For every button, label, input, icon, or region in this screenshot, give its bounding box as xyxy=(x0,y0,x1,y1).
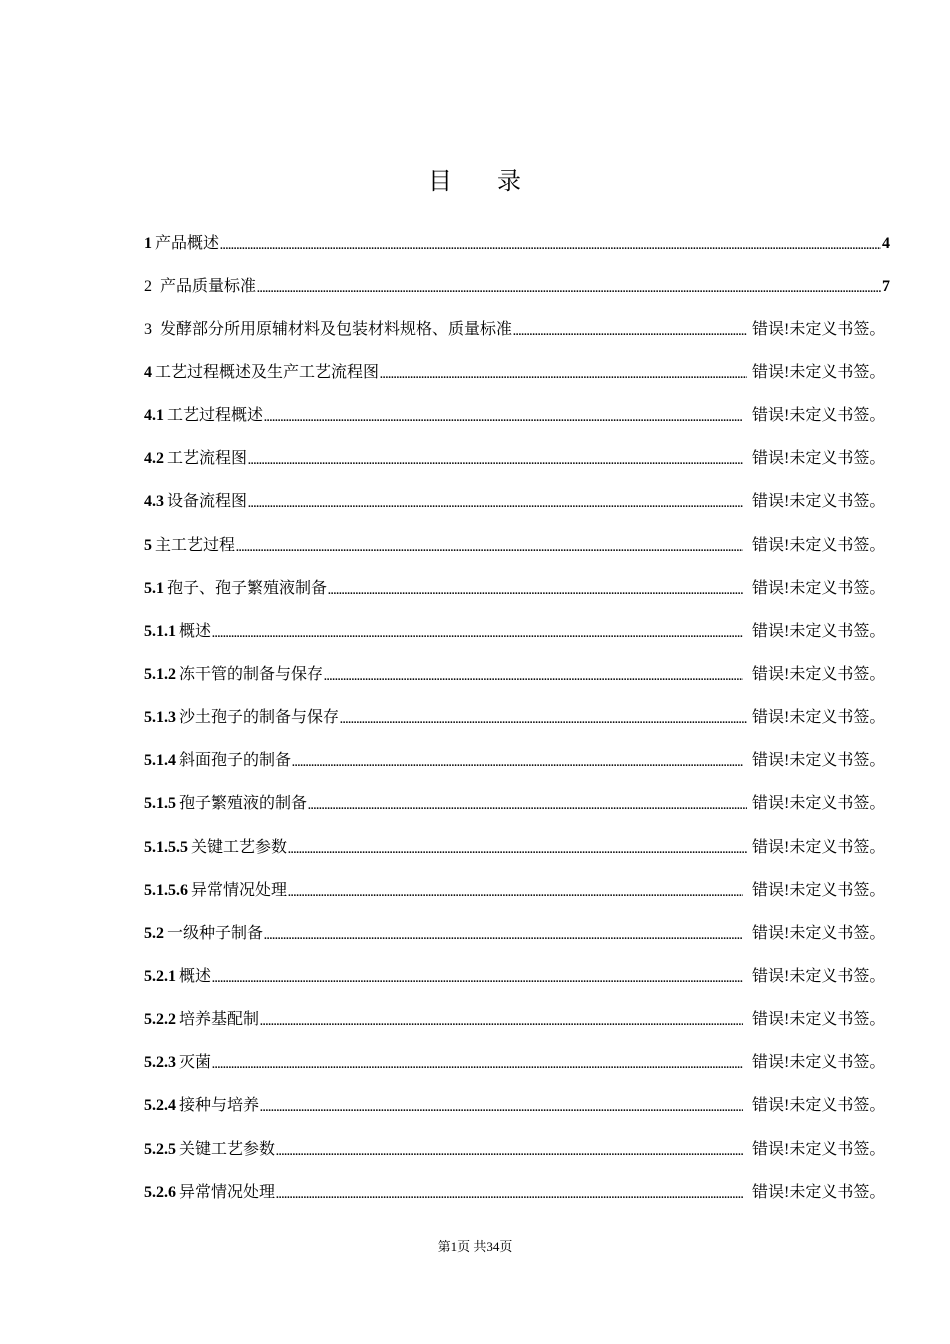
toc-entry-error: 错误!未定义书签。 xyxy=(752,665,886,683)
toc-entry[interactable] xyxy=(144,308,890,351)
toc-entry[interactable] xyxy=(144,1171,890,1214)
toc-entry-title: 冻干管的制备与保存 xyxy=(179,665,324,683)
toc-entry-title: 孢子、孢子繁殖液制备 xyxy=(167,579,328,597)
toc-entry-title: 概述 xyxy=(179,622,212,640)
toc-entry-error: 错误!未定义书签。 xyxy=(752,1140,886,1158)
toc-entry-error: 错误!未定义书签。 xyxy=(752,924,886,942)
toc-leader-dots xyxy=(513,321,747,339)
table-of-contents xyxy=(144,222,890,1214)
toc-entry-title: 工艺过程概述 xyxy=(167,407,264,425)
toc-leader-dots xyxy=(220,235,881,253)
toc-entry-number: 5.2.3 xyxy=(144,1054,176,1072)
toc-entry-number: 5.2 xyxy=(144,924,164,942)
toc-entry-title: 概述 xyxy=(179,967,212,985)
toc-entry-title: 主工艺过程 xyxy=(155,536,236,554)
toc-entry-error: 错误!未定义书签。 xyxy=(752,709,886,727)
toc-entry-error: 错误!未定义书签。 xyxy=(752,1183,886,1201)
toc-leader-dots xyxy=(260,1011,743,1029)
toc-entry-error: 错误!未定义书签。 xyxy=(752,1054,886,1072)
toc-leader-dots xyxy=(292,752,743,770)
toc-leader-dots xyxy=(257,278,881,296)
toc-entry-number: 5.2.1 xyxy=(144,967,176,985)
toc-entry-error: 错误!未定义书签。 xyxy=(752,881,886,899)
toc-entry[interactable] xyxy=(144,438,890,481)
toc-entry-error: 错误!未定义书签。 xyxy=(752,1097,886,1115)
toc-entry[interactable] xyxy=(144,653,890,696)
toc-entry-number: 2 xyxy=(144,277,152,295)
toc-entry-number: 5.1.1 xyxy=(144,622,176,640)
toc-entry-number: 4.1 xyxy=(144,407,164,425)
toc-entry-error: 错误!未定义书签。 xyxy=(752,320,886,338)
toc-entry-number: 5.2.2 xyxy=(144,1011,176,1029)
toc-entry-title: 产品概述 xyxy=(155,234,220,252)
toc-entry-title: 设备流程图 xyxy=(167,493,248,511)
toc-entry-page: 7 xyxy=(882,277,890,295)
toc-entry[interactable] xyxy=(144,1128,890,1171)
toc-leader-dots xyxy=(264,925,743,943)
toc-entry[interactable] xyxy=(144,395,890,438)
toc-entry-error: 错误!未定义书签。 xyxy=(752,579,886,597)
toc-leader-dots xyxy=(380,364,747,382)
toc-leader-dots xyxy=(288,882,743,900)
toc-leader-dots xyxy=(236,537,743,555)
toc-entry-title: 孢子繁殖液的制备 xyxy=(179,795,308,813)
toc-entry-title: 培养基配制 xyxy=(179,1011,260,1029)
toc-entry-title: 发酵部分所用原辅材料及包装材料规格、质量标准 xyxy=(160,320,513,338)
toc-entry-error: 错误!未定义书签。 xyxy=(752,795,886,813)
toc-leader-dots xyxy=(276,1184,743,1202)
toc-entry[interactable] xyxy=(144,740,890,783)
toc-entry[interactable] xyxy=(144,912,890,955)
toc-entry-title: 关键工艺参数 xyxy=(191,838,288,856)
toc-entry[interactable] xyxy=(144,481,890,524)
toc-entry[interactable] xyxy=(144,999,890,1042)
page-title-char-2: 录 xyxy=(497,169,522,195)
toc-entry-number: 5.2.5 xyxy=(144,1140,176,1158)
toc-entry-error: 错误!未定义书签。 xyxy=(752,967,886,985)
toc-entry-error: 错误!未定义书签。 xyxy=(752,622,886,640)
toc-entry-error: 错误!未定义书签。 xyxy=(752,1011,886,1029)
toc-entry[interactable] xyxy=(144,955,890,998)
toc-entry-error: 错误!未定义书签。 xyxy=(752,493,886,511)
toc-entry[interactable] xyxy=(144,265,890,308)
toc-entry-number: 5.1.4 xyxy=(144,752,176,770)
toc-leader-dots xyxy=(260,1097,743,1115)
toc-entry-error: 错误!未定义书签。 xyxy=(752,450,886,468)
toc-entry-number: 5 xyxy=(144,536,152,554)
toc-entry[interactable] xyxy=(144,222,890,265)
toc-entry-error: 错误!未定义书签。 xyxy=(752,838,886,856)
toc-entry-title: 沙土孢子的制备与保存 xyxy=(179,709,340,727)
toc-leader-dots xyxy=(328,580,743,598)
page-title xyxy=(0,166,950,198)
toc-entry-title: 关键工艺参数 xyxy=(179,1140,276,1158)
toc-entry-title: 工艺过程概述及生产工艺流程图 xyxy=(155,363,380,381)
toc-entry-number: 5.1.3 xyxy=(144,709,176,727)
toc-entry[interactable] xyxy=(144,567,890,610)
toc-entry-number: 5.2.6 xyxy=(144,1183,176,1201)
toc-entry-title: 产品质量标准 xyxy=(160,277,257,295)
toc-entry-title: 接种与培养 xyxy=(179,1097,260,1115)
toc-entry-number: 5.1.5.5 xyxy=(144,838,188,856)
toc-entry-number: 5.1 xyxy=(144,579,164,597)
toc-leader-dots xyxy=(248,493,743,511)
toc-entry-error: 错误!未定义书签。 xyxy=(752,407,886,425)
page-title-char-1: 目 xyxy=(428,169,453,195)
toc-entry-title: 工艺流程图 xyxy=(167,450,248,468)
toc-entry-number: 5.1.5 xyxy=(144,795,176,813)
toc-entry-number: 5.1.2 xyxy=(144,665,176,683)
toc-entry[interactable] xyxy=(144,351,890,394)
toc-entry-number: 1 xyxy=(144,234,152,252)
toc-entry[interactable] xyxy=(144,1042,890,1085)
toc-entry-page: 4 xyxy=(882,234,890,252)
toc-leader-dots xyxy=(288,839,747,857)
toc-leader-dots xyxy=(248,450,743,468)
toc-leader-dots xyxy=(340,709,747,727)
toc-leader-dots xyxy=(324,666,743,684)
toc-entry[interactable] xyxy=(144,869,890,912)
toc-entry-title: 异常情况处理 xyxy=(179,1183,276,1201)
toc-entry-number: 5.1.5.6 xyxy=(144,881,188,899)
toc-entry-number: 5.2.4 xyxy=(144,1097,176,1115)
toc-leader-dots xyxy=(212,968,743,986)
toc-entry-error: 错误!未定义书签。 xyxy=(752,752,886,770)
toc-leader-dots xyxy=(308,795,747,813)
toc-entry-number: 3 xyxy=(144,320,152,338)
toc-entry[interactable] xyxy=(144,783,890,826)
toc-entry[interactable] xyxy=(144,697,890,740)
toc-entry-error: 错误!未定义书签。 xyxy=(752,363,886,381)
toc-entry-title: 斜面孢子的制备 xyxy=(179,752,292,770)
toc-leader-dots xyxy=(212,1054,743,1072)
toc-entry[interactable] xyxy=(144,610,890,653)
toc-entry[interactable] xyxy=(144,1085,890,1128)
toc-entry[interactable] xyxy=(144,524,890,567)
toc-entry-title: 灭菌 xyxy=(179,1054,212,1072)
toc-entry-title: 异常情况处理 xyxy=(191,881,288,899)
page-footer: 第1页 共34页 xyxy=(437,1239,513,1254)
toc-leader-dots xyxy=(212,623,743,641)
toc-entry-number: 4.2 xyxy=(144,450,164,468)
toc-entry-error: 错误!未定义书签。 xyxy=(752,536,886,554)
toc-entry[interactable] xyxy=(144,826,890,869)
toc-entry-number: 4 xyxy=(144,363,152,381)
toc-leader-dots xyxy=(264,407,743,425)
toc-entry-title: 一级种子制备 xyxy=(167,924,264,942)
toc-leader-dots xyxy=(276,1141,743,1159)
toc-entry-number: 4.3 xyxy=(144,493,164,511)
